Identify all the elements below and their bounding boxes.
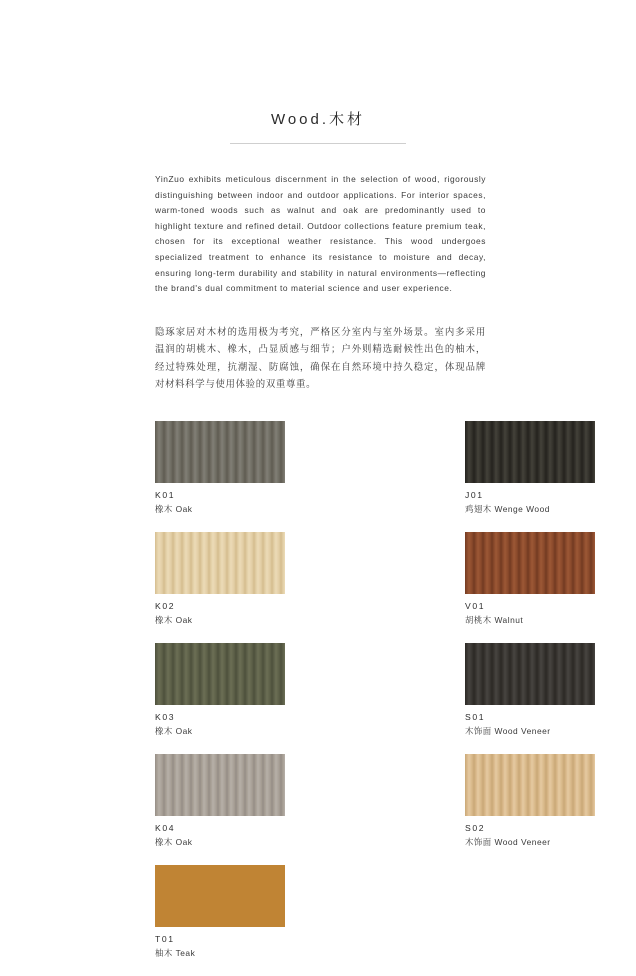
wood-swatch-chip bbox=[465, 421, 595, 483]
wood-swatch-item bbox=[155, 643, 285, 737]
wood-swatch-chip bbox=[465, 532, 595, 594]
wood-swatch-code: K04 bbox=[155, 822, 176, 833]
wood-swatch-item bbox=[155, 754, 285, 848]
wood-swatch-code: K02 bbox=[155, 600, 176, 611]
wood-swatch-chip bbox=[155, 643, 285, 705]
wood-swatch-name: 胡桃木 Walnut bbox=[465, 614, 524, 625]
wood-grain-texture bbox=[155, 421, 285, 483]
wood-swatch-name: 木饰面 Wood Veneer bbox=[465, 725, 551, 736]
wood-swatch-name: 橡木 Oak bbox=[155, 503, 193, 514]
wood-swatch-code: K01 bbox=[155, 489, 176, 500]
page-header bbox=[0, 0, 636, 144]
wood-grain-texture bbox=[155, 532, 285, 594]
wood-swatch-item bbox=[155, 421, 285, 515]
wood-grain-texture bbox=[155, 865, 285, 927]
wood-swatch-code: S02 bbox=[465, 822, 486, 833]
wood-swatch-item bbox=[465, 532, 595, 626]
wood-swatch-item bbox=[465, 754, 595, 848]
wood-grain-texture bbox=[465, 643, 595, 705]
wood-swatch-code: J01 bbox=[465, 489, 484, 500]
wood-swatch-code: S01 bbox=[465, 711, 486, 722]
description-chinese: 隐琢家居对木材的选用极为考究，严格区分室内与室外场景。室内多采用温润的胡桃木、橡木，凸显质感与细节；户外则精选耐候性出色的柚木，经过特殊处理，抗潮湿、防腐蚀，确保在自然环境中持久稳定，体现品牌对材料科学与使用体验的双重尊重。 bbox=[155, 325, 486, 390]
wood-swatch-chip bbox=[155, 754, 285, 816]
wood-swatch-chip bbox=[155, 865, 285, 927]
wood-grain-texture bbox=[465, 754, 595, 816]
wood-grain-texture bbox=[465, 532, 595, 594]
wood-swatch-item bbox=[465, 421, 595, 515]
wood-swatch-item bbox=[465, 643, 595, 737]
wood-swatch-name: 橡木 Oak bbox=[155, 725, 193, 736]
title-divider bbox=[230, 143, 406, 144]
wood-swatch-name: 木饰面 Wood Veneer bbox=[465, 836, 551, 847]
wood-grain-texture bbox=[465, 421, 595, 483]
wood-swatch-code: K03 bbox=[155, 711, 176, 722]
wood-swatch-item bbox=[155, 865, 285, 959]
wood-swatch-code: V01 bbox=[465, 600, 486, 611]
wood-swatch-chip bbox=[155, 532, 285, 594]
wood-swatch-chip bbox=[465, 643, 595, 705]
wood-swatch-code: T01 bbox=[155, 933, 175, 944]
wood-swatch-name: 柚木 Teak bbox=[155, 947, 196, 958]
wood-swatch-item bbox=[155, 532, 285, 626]
wood-grain-texture bbox=[155, 643, 285, 705]
wood-swatch-chip bbox=[155, 421, 285, 483]
content-area bbox=[0, 172, 636, 976]
wood-swatch-grid bbox=[155, 421, 551, 976]
wood-swatch-chip bbox=[465, 754, 595, 816]
description-english: YinZuo exhibits meticulous discernment in the selection of wood, rigorously distinguishing between indoor and outdoor applications. For interior spaces, warm-toned woods such as walnut and oak are predominantly used to highlight texture and refined detail. Outdoor collections feature premium teak, chosen for its exceptional weather resistance. This wood undergoes specialized treatment to enhance its resistance to moisture and decay, ensuring long-term durability and stability in natural environments—reflecting the brand's dual commitment to material science and user experience. bbox=[155, 174, 486, 294]
wood-swatch-name: 橡木 Oak bbox=[155, 836, 193, 847]
wood-swatch-name: 鸡翅木 Wenge Wood bbox=[465, 503, 550, 514]
wood-grain-texture bbox=[155, 754, 285, 816]
page-title: Wood.木材 bbox=[270, 111, 366, 128]
wood-swatch-name: 橡木 Oak bbox=[155, 614, 193, 625]
